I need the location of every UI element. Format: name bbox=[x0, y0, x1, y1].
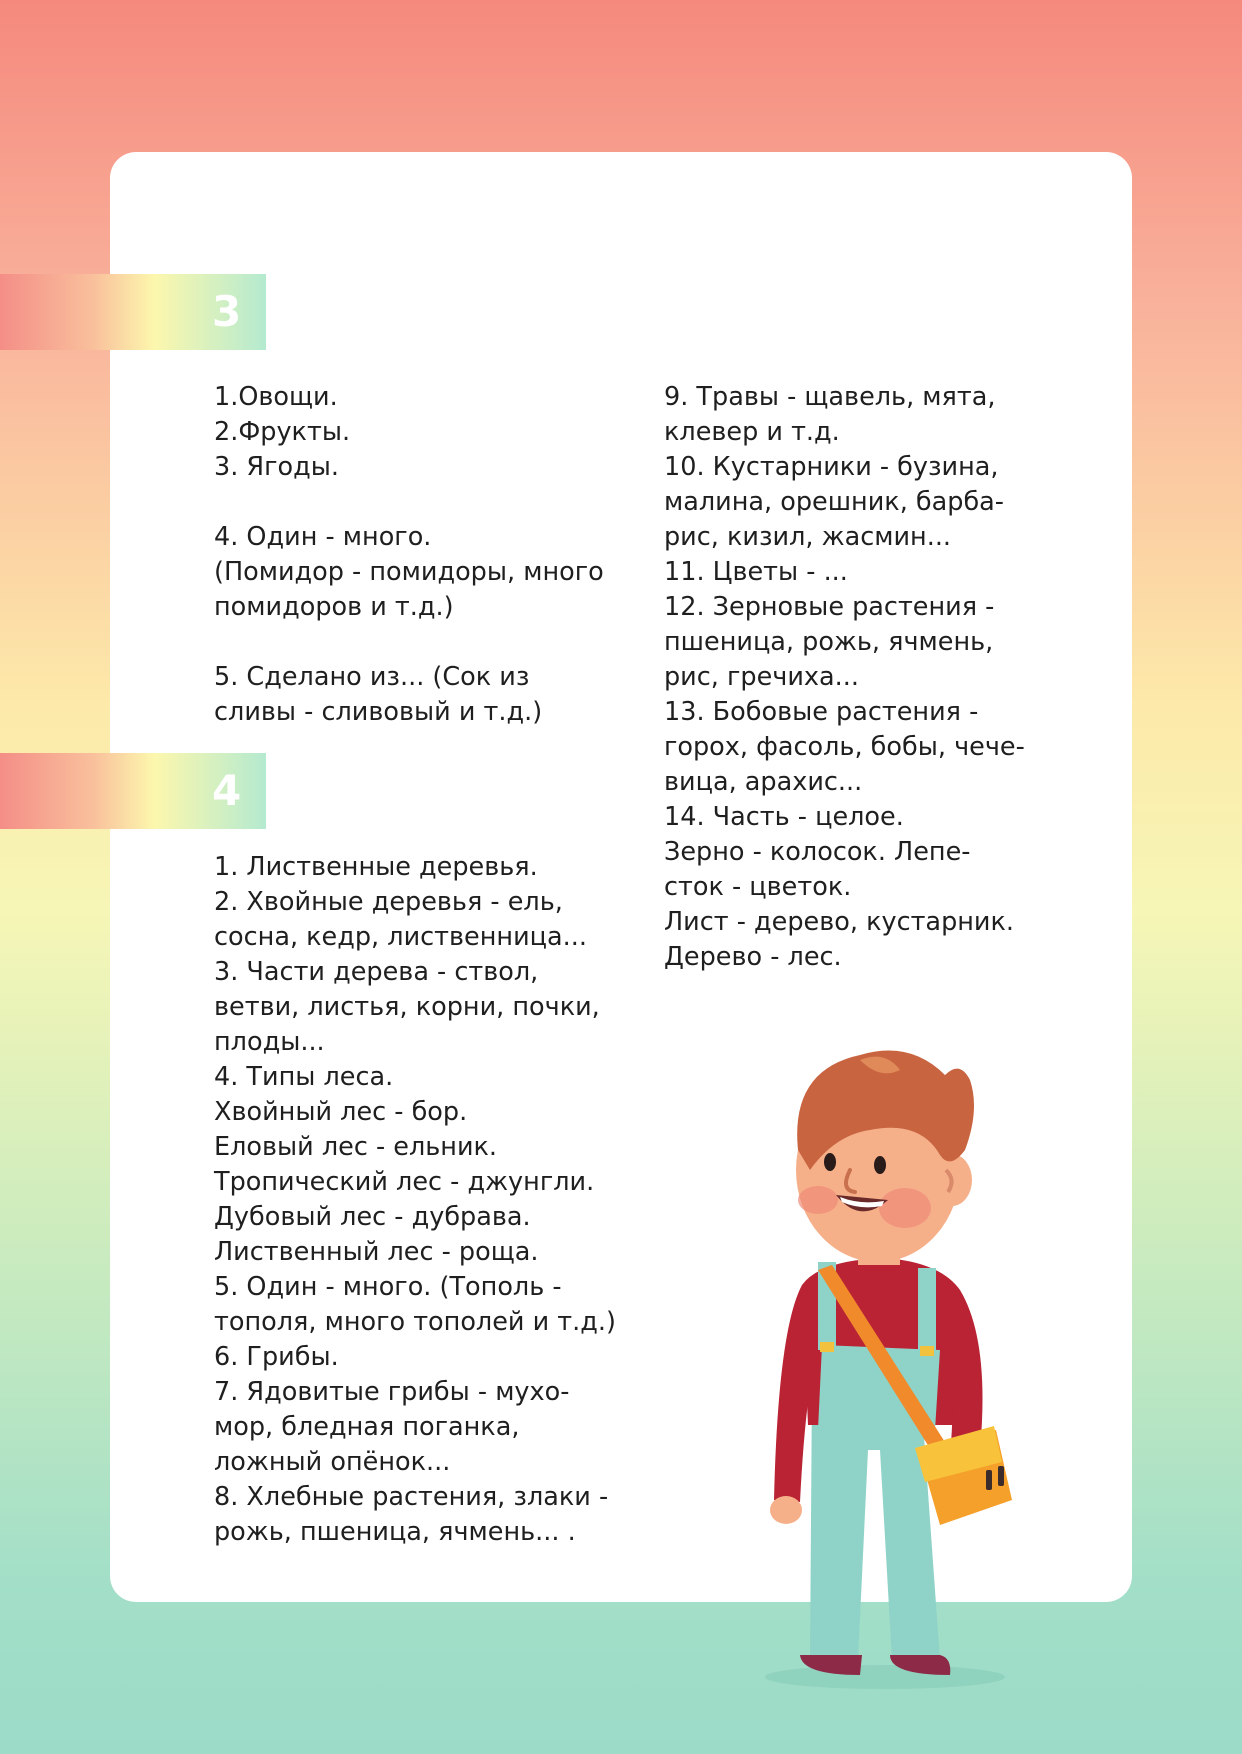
list-item: Дубовый лес - дубрава. bbox=[214, 1202, 531, 1232]
list-item: 3. Ягоды. bbox=[214, 452, 340, 482]
list-item: рожь, пшеница, ячмень... . bbox=[214, 1517, 576, 1547]
list-spacer bbox=[214, 625, 604, 660]
list-item: 4. Типы леса. bbox=[214, 1062, 394, 1092]
list-item: помидоров и т.д.) bbox=[214, 592, 454, 622]
list-item: Хвойный лес - бор. bbox=[214, 1097, 468, 1127]
continued-list bbox=[664, 380, 1025, 975]
list-item: 5. Сделано из... (Сок из bbox=[214, 662, 530, 692]
section-3-list bbox=[214, 380, 604, 730]
list-item: 3. Части дерева - ствол, bbox=[214, 957, 539, 987]
list-item: 7. Ядовитые грибы - мухо- bbox=[214, 1377, 570, 1407]
list-item: малина, орешник, барба- bbox=[664, 487, 1005, 517]
list-item: 9. Травы - щавель, мята, bbox=[664, 382, 996, 412]
list-item: 13. Бобовые растения - bbox=[664, 697, 979, 727]
list-item: 12. Зерновые растения - bbox=[664, 592, 995, 622]
section-4-tab bbox=[0, 753, 266, 829]
list-item: клевер и т.д. bbox=[664, 417, 840, 447]
list-item: Еловый лес - ельник. bbox=[214, 1132, 498, 1162]
list-item: рис, кизил, жасмин... bbox=[664, 522, 952, 552]
section-3-number: 3 bbox=[212, 287, 242, 336]
list-item: 1. Лиственные деревья. bbox=[214, 852, 538, 882]
list-item: сосна, кедр, лиственница... bbox=[214, 922, 587, 952]
section-4-list bbox=[214, 850, 616, 1550]
list-item: сток - цветок. bbox=[664, 872, 852, 902]
list-item: сливы - сливовый и т.д.) bbox=[214, 697, 543, 727]
list-item: мор, бледная поганка, bbox=[214, 1412, 520, 1442]
list-item: горох, фасоль, бобы, чече- bbox=[664, 732, 1025, 762]
list-item: Тропический лес - джунгли. bbox=[214, 1167, 595, 1197]
section-3-tab bbox=[0, 274, 266, 350]
list-item: ветви, листья, корни, почки, bbox=[214, 992, 600, 1022]
list-item: 11. Цветы - ... bbox=[664, 557, 848, 587]
list-item: ложный опёнок... bbox=[214, 1447, 451, 1477]
list-item: 14. Часть - целое. bbox=[664, 802, 904, 832]
list-item: 10. Кустарники - бузина, bbox=[664, 452, 999, 482]
list-item: Зерно - колосок. Лепе- bbox=[664, 837, 971, 867]
list-item: плоды... bbox=[214, 1027, 325, 1057]
list-item: 2.Фрукты. bbox=[214, 417, 351, 447]
list-item: 1.Овощи. bbox=[214, 382, 338, 412]
boy-illustration bbox=[740, 1030, 1040, 1690]
list-item: вица, арахис... bbox=[664, 767, 863, 797]
list-item: рис, гречиха... bbox=[664, 662, 859, 692]
list-item: 8. Хлебные растения, злаки - bbox=[214, 1482, 609, 1512]
list-item: тополя, много тополей и т.д.) bbox=[214, 1307, 616, 1337]
list-item: Лист - дерево, кустарник. bbox=[664, 907, 1015, 937]
list-item: (Помидор - помидоры, много bbox=[214, 557, 604, 587]
list-item: Лиственный лес - роща. bbox=[214, 1237, 539, 1267]
list-item: 4. Один - много. bbox=[214, 522, 432, 552]
section-4-number: 4 bbox=[212, 766, 242, 815]
list-item: 2. Хвойные деревья - ель, bbox=[214, 887, 563, 917]
list-spacer bbox=[214, 485, 604, 520]
list-item: пшеница, рожь, ячмень, bbox=[664, 627, 994, 657]
list-item: 5. Один - много. (Тополь - bbox=[214, 1272, 562, 1302]
list-item: 6. Грибы. bbox=[214, 1342, 339, 1372]
list-item: Дерево - лес. bbox=[664, 942, 842, 972]
